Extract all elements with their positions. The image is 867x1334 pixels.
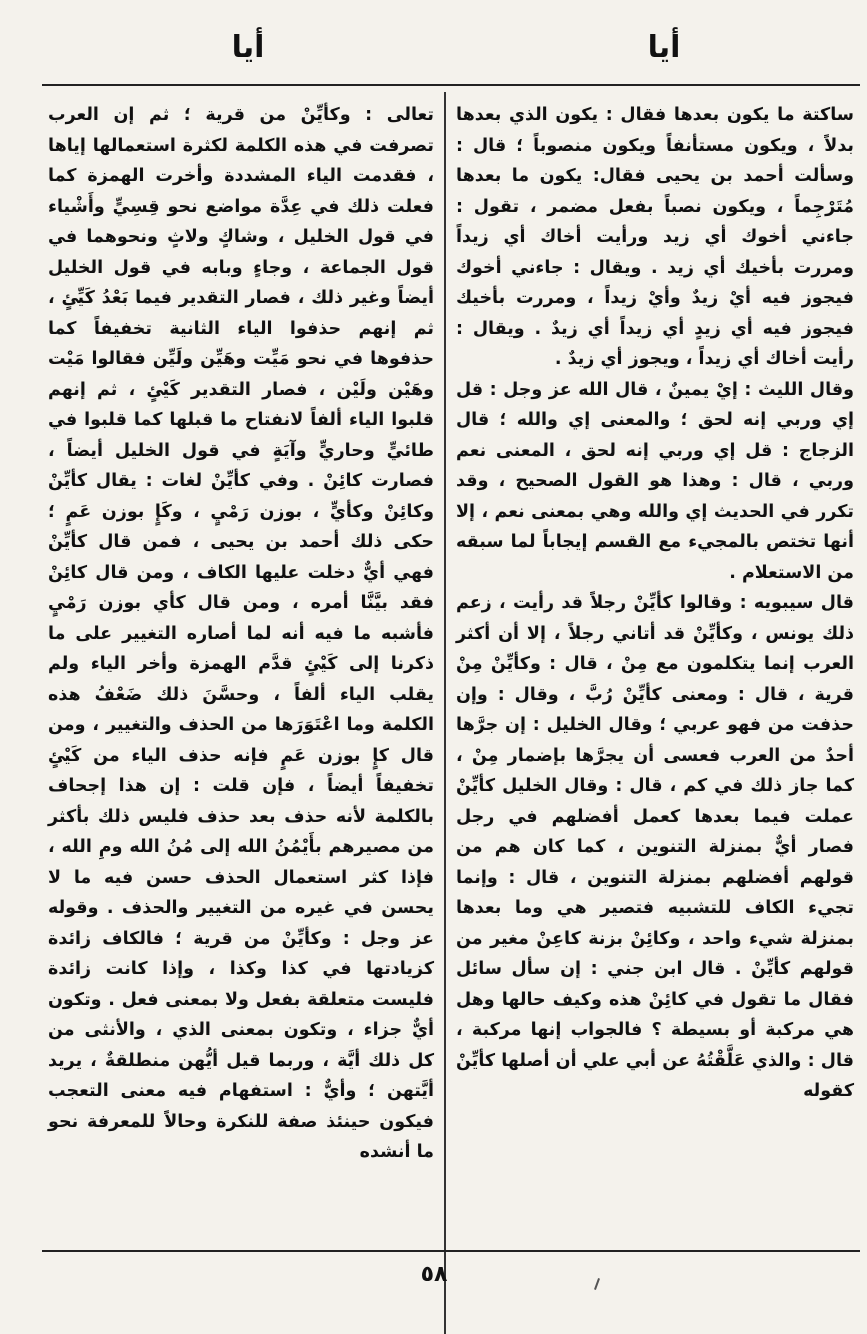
top-rule — [42, 84, 860, 86]
left-column-paragraph: تعالى : وكأيِّنْ من قرية ؛ ثم إن العرب تصرفت في هذه الكلمة لكثرة استعمالها إياها ، فقدمت الياء المشددة وأخرت الهمزة كما فعلت ذلك في عِدَّة مواضع نحو قِسِيٍّ وأَشْياء في قول الخليل ، وشاكٍ ولاثٍ ونحوهما في قول الجماعة ، وجاءٍ وبابه في قول الخليل أيضاً وغير ذلك ، فصار التقدير فيما بَعْدُ كَيِّئٍ ، ثم إنهم حذفوا الياء الثانية تخفيفاً كما حذفوها في نحو مَيِّت وهَيِّن ولَيِّن فقالوا مَيْت وهَيْن ولَيْن ، فصار التقدير كَيْئٍ ، ثم إنهم قلبوا الياء ألفاً لانفتاح ما قبلها كما قلبوا في طائيٍّ وحاريٍّ وآيَةٍ في قول الخليل أيضاً ، فصارت كائِنْ . وفي كأيِّنْ لغات : يقال كأيِّنْ وكائِنْ وكأيٍّ ، بوزن رَمْيٍ ، وكَإٍ بوزن عَمٍ ؛ حكى ذلك أحمد بن يحيى ، فمن قال كأيِّنْ فهي أيٌّ دخلت عليها الكاف ، ومن قال كائِنْ فقد بيَّنَّا أمره ، ومن قال كأي بوزن رَمْيٍ فأشبه ما فيه أنه لما أصاره التغيير على ما ذكرنا إلى كَيْئٍ قدَّم الهمزة وأخر الياء ولم يقلب الياء ألفاً ، وحسَّنَ ذلك ضَعْفُ هذه الكلمة وما اعْتَوَرَها من الحذف والتغيير ، ومن قال كإٍ بوزن عَمٍ فإنه حذف الياء من كَيْئٍ تخفيفاً أيضاً ، فإن قلت : إن هذا إجحاف بالكلمة لأنه حذف بعد حذف فليس ذلك بأكثر من مصيرهم بأَيْمُنُ الله إلى مُنُ الله ومِ الله ، فإذا كثر استعمال الحذف حسن فيه ما لا يحسن في غيره من التغيير والحذف . وقوله عز وجل : وكأيِّنْ من قرية ؛ فالكاف زائدة كزيادتها في كذا وكذا ، وإذا كانت زائدة فليست متعلقة بفعل ولا بمعنى فعل . وتكون أيٌّ جزاء ، وتكون بمعنى الذي ، والأنثى من كل ذلك أيَّة ، وربما قيل أيُّهن منطلقةٌ ، يريد أيَّتهن ؛ وأيٌّ : استفهام فيه معنى التعجب فيكون حينئذ صفة للنكرة وحالاً للمعرفة نحو ما أنشده — [48, 105, 434, 1162]
header-word-left: أيا — [231, 30, 265, 65]
page-number: ٥٨ — [420, 1262, 448, 1287]
right-column-paragraph: ساكتة ما يكون بعدها فقال : يكون الذي بعدها بدلاً ، ويكون مستأنفاً ويكون منصوباً ؛ قال : وسألت أحمد بن يحيى فقال: يكون ما بعدها مُتَرْجِماً ، ويكون نصباً بفعل مضمر ، تقول : جاءني أخوك أي زيد ورأيت أخاك أي زيداً ومررت بأخيك أي زيد . ويقال : جاءني أخوك فيجوز فيه أيْ زيدٌ وأيْ زيداً ، ومررت بأخيك فيجوز فيه أي زيدٍ أي زيداً أي زيدٌ . ويقال : رأيت أخاك أي زيداً ، ويجوز أي زيدٌ . — [456, 105, 854, 369]
right-column-paragraph: وقال الليث : إيْ يمينٌ ، قال الله عز وجل : قل إي وربي إنه لحق ؛ والمعنى إي والله ؛ قال الزجاج : قل إي وربي إنه لحق ، المعنى نعم وربي ، قال : وهذا هو القول الصحيح ، وقد تكرر في الحديث إي والله وهي بمعنى نعم ، إلا أنها تختص بالمجيء مع القسم إيجاباً لما سبقه من الاستعلام . — [456, 379, 854, 583]
right-column — [456, 100, 854, 1107]
bottom-rule — [42, 1250, 860, 1252]
right-column-paragraph: قال سيبويه : وقالوا كأيِّنْ رجلاً قد رأيت ، زعم ذلك يونس ، وكأيِّنْ قد أتاني رجلاً ، إلا أن أكثر العرب إنما يتكلمون مع مِنْ ، قال : وكأيِّنْ مِنْ قرية ، قال : ومعنى كأيِّنْ رُبَّ ، وقال : وإن حذفت من فهو عربي ؛ وقال الخليل : إن جرَّها أحدٌ من العرب فعسى أن يجرَّها بإضمار مِنْ ، كما جاز ذلك في كم ، قال : وقال الخليل كأيِّنْ عملت فيما بعدها كعمل أفضلهم في رجل فصار أيٌّ بمنزلة التنوين ، كما كان هم من قولهم أفضلهم بمنزلة التنوين ، قال : وإنما تجيء الكاف للتشبيه فتصير هي وما بعدها بمنزلة شيء واحد ، وكائِنْ بزنة كاعِنْ مغير من قولهم كأيِّنْ . قال ابن جني : إن سأل سائل فقال ما تقول في كائِنْ هذه وكيف حالها وهل هي مركبة أو بسيطة ؟ فالجواب إنها مركبة ، قال : والذي عَلَّقْتُهُ عن أبي علي أن أصلها كأيِّنْ كقوله — [456, 593, 854, 1101]
column-divider — [444, 92, 446, 1334]
left-column — [48, 100, 434, 1168]
print-mark — [594, 1278, 600, 1290]
header-word-right: أيا — [647, 30, 681, 65]
